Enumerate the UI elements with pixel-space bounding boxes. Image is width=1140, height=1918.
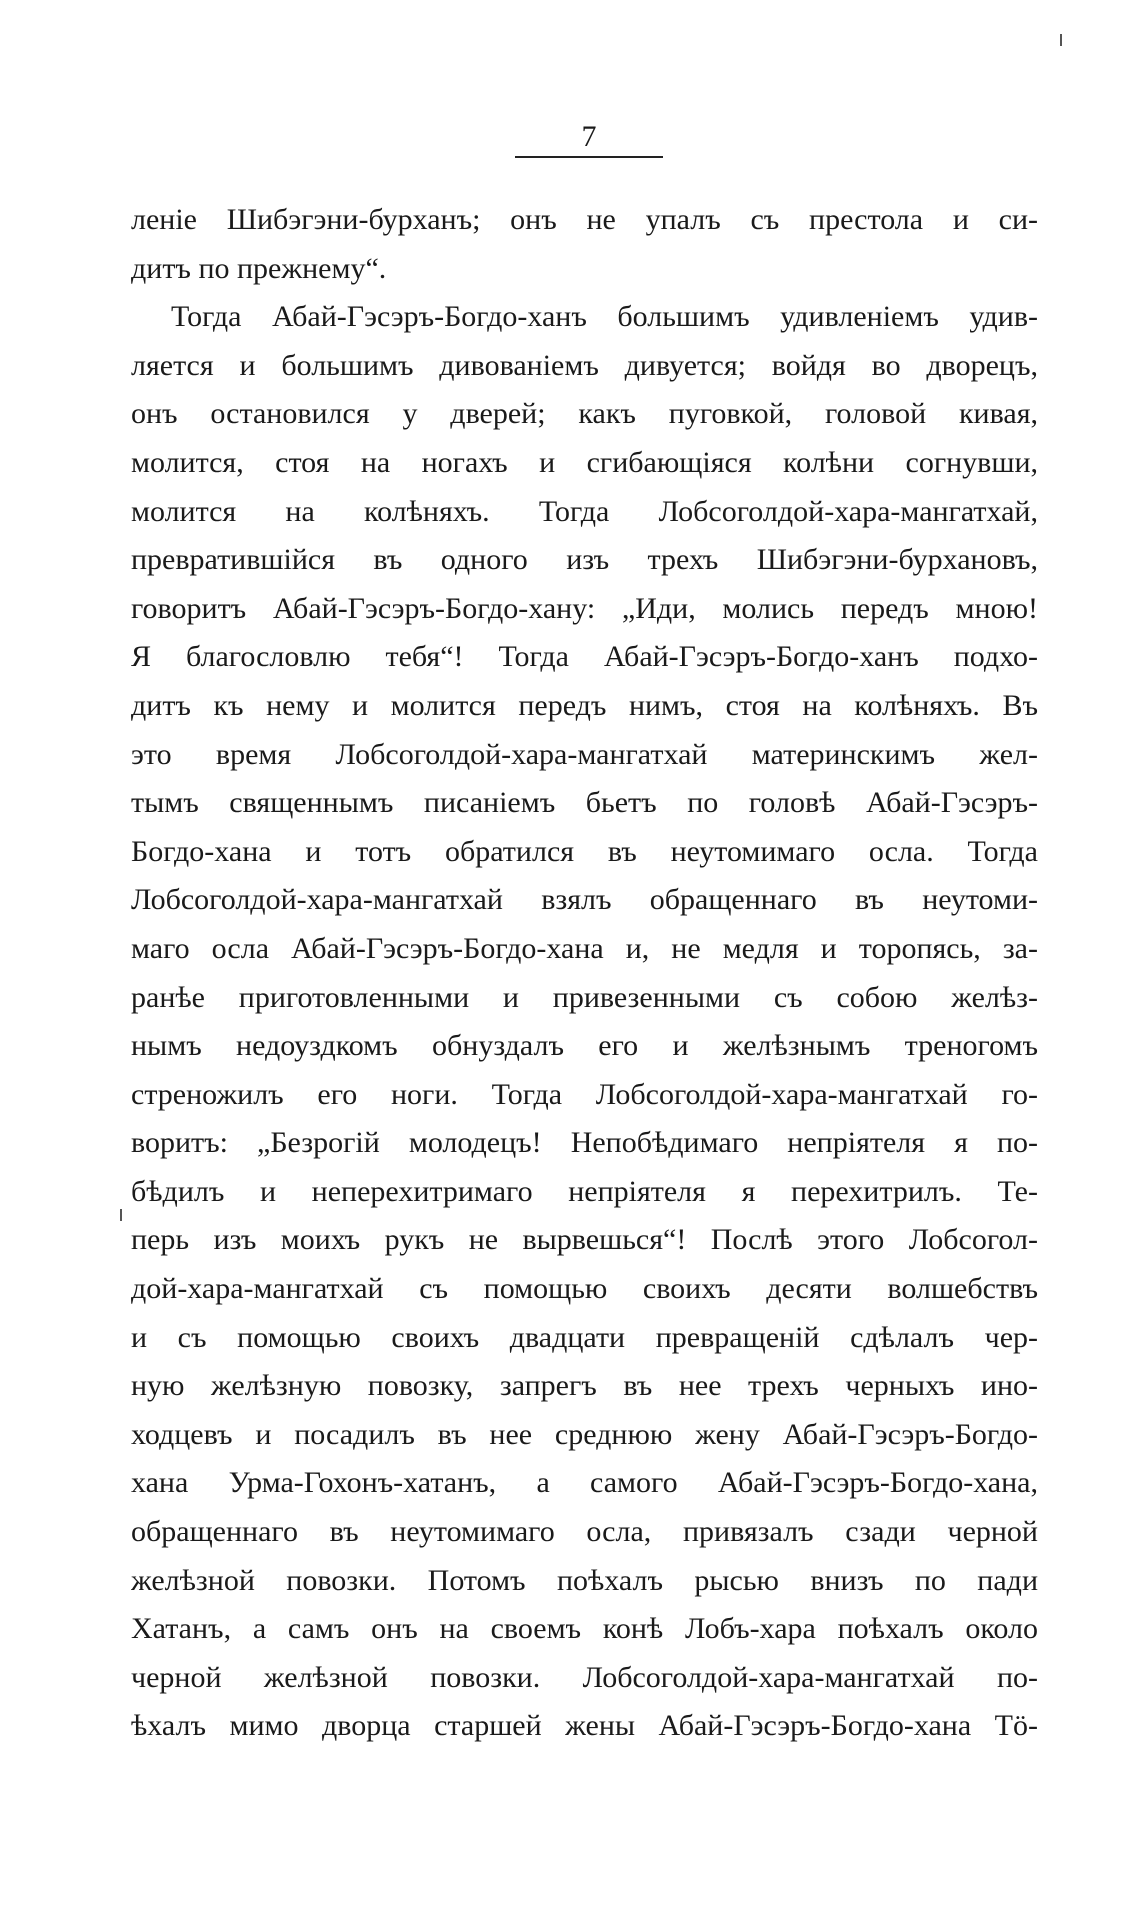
text-line: перь изъ моихъ рукъ не вырвешься“! Послѣ этого Лобсогол- bbox=[131, 1223, 1038, 1257]
text-line: ранѣе приготовленными и привезенными съ собою желѣз- bbox=[131, 980, 1038, 1014]
margin-mark bbox=[120, 1209, 122, 1221]
text-line: и съ помощью своихъ двадцати превращеній сдѣлалъ чер- bbox=[131, 1320, 1038, 1354]
text-line: нымъ недоуздкомъ обнуздалъ его и желѣзнымъ треногомъ bbox=[131, 1029, 1038, 1063]
text-line: онъ остановился у дверей; какъ пуговкой, головой кивая, bbox=[131, 397, 1038, 431]
body-text bbox=[131, 196, 1038, 1751]
text-line: превратившійся въ одного изъ трехъ Шибэгэни-бурхановъ, bbox=[131, 543, 1038, 577]
text-line: Богдо-хана и тотъ обратился въ неутомимаго осла. Тогда bbox=[131, 834, 1038, 868]
text-line: маго осла Абай-Гэсэръ-Богдо-хана и, не медля и торопясь, за- bbox=[131, 931, 1038, 965]
text-line: это время Лобсоголдой-хара-мангатхай материнскимъ жел- bbox=[131, 737, 1038, 771]
text-line: Лобсоголдой-хара-мангатхай взялъ обращеннаго въ неутоми- bbox=[131, 883, 1038, 917]
text-line: обращеннаго въ неутомимаго осла, привязалъ сзади черной bbox=[131, 1515, 1038, 1549]
text-line: стреножилъ его ноги. Тогда Лобсоголдой-хара-мангатхай го- bbox=[131, 1077, 1038, 1111]
margin-mark bbox=[1060, 34, 1062, 46]
text-line: ходцевъ и посадилъ въ нее среднюю жену Абай-Гэсэръ-Богдо- bbox=[131, 1417, 1038, 1451]
text-line: дой-хара-мангатхай съ помощью своихъ десяти волшебствъ bbox=[131, 1272, 1038, 1306]
text-line: желѣзной повозки. Потомъ поѣхалъ рысью внизъ по пади bbox=[131, 1563, 1038, 1597]
text-line: тымъ священнымъ писаніемъ бьетъ по головѣ Абай-Гэсэръ- bbox=[131, 786, 1038, 820]
text-line: Тогда Абай-Гэсэръ-Богдо-ханъ большимъ удивленіемъ удив- bbox=[171, 300, 1038, 334]
text-line: говоритъ Абай-Гэсэръ-Богдо-хану: „Иди, молись передъ мною! bbox=[131, 591, 1038, 625]
page-header bbox=[515, 118, 663, 164]
text-line: Хатанъ, а самъ онъ на своемъ конѣ Лобъ-хара поѣхалъ около bbox=[131, 1612, 1038, 1646]
text-line: ную желѣзную повозку, запрегъ въ нее трехъ черныхъ ино- bbox=[131, 1369, 1038, 1403]
text-line: черной желѣзной повозки. Лобсоголдой-хара-мангатхай по- bbox=[131, 1660, 1038, 1694]
text-line: дитъ къ нему и молится передъ нимъ, стоя на колѣняхъ. Въ bbox=[131, 688, 1038, 722]
header-rule bbox=[515, 156, 663, 158]
text-line: молится на колѣняхъ. Тогда Лобсоголдой-хара-мангатхай, bbox=[131, 494, 1038, 528]
text-line: Я благословлю тебя“! Тогда Абай-Гэсэръ-Богдо-ханъ подхо- bbox=[131, 640, 1038, 674]
page-number: 7 bbox=[581, 120, 597, 153]
text-line: бѣдилъ и неперехитримаго непріятеля я перехитрилъ. Те- bbox=[131, 1174, 1038, 1208]
text-line: хана Урма-Гохонъ-хатанъ, а самого Абай-Гэсэръ-Богдо-хана, bbox=[131, 1466, 1038, 1500]
text-line: ляется и большимъ дивованіемъ дивуется; войдя во дворецъ, bbox=[131, 348, 1038, 382]
text-line: воритъ: „Безрогій молодецъ! Непобѣдимаго непріятеля я по- bbox=[131, 1126, 1038, 1160]
text-line: ѣхалъ мимо дворца старшей жены Абай-Гэсэръ-Богдо-хана Тö- bbox=[131, 1709, 1038, 1743]
text-line: леніе Шибэгэни-бурханъ; онъ не упалъ съ престола и си- bbox=[131, 203, 1038, 236]
text-line: дитъ по прежнему“. bbox=[131, 251, 387, 285]
text-line: молится, стоя на ногахъ и сгибающіяся колѣни согнувши, bbox=[131, 445, 1038, 479]
